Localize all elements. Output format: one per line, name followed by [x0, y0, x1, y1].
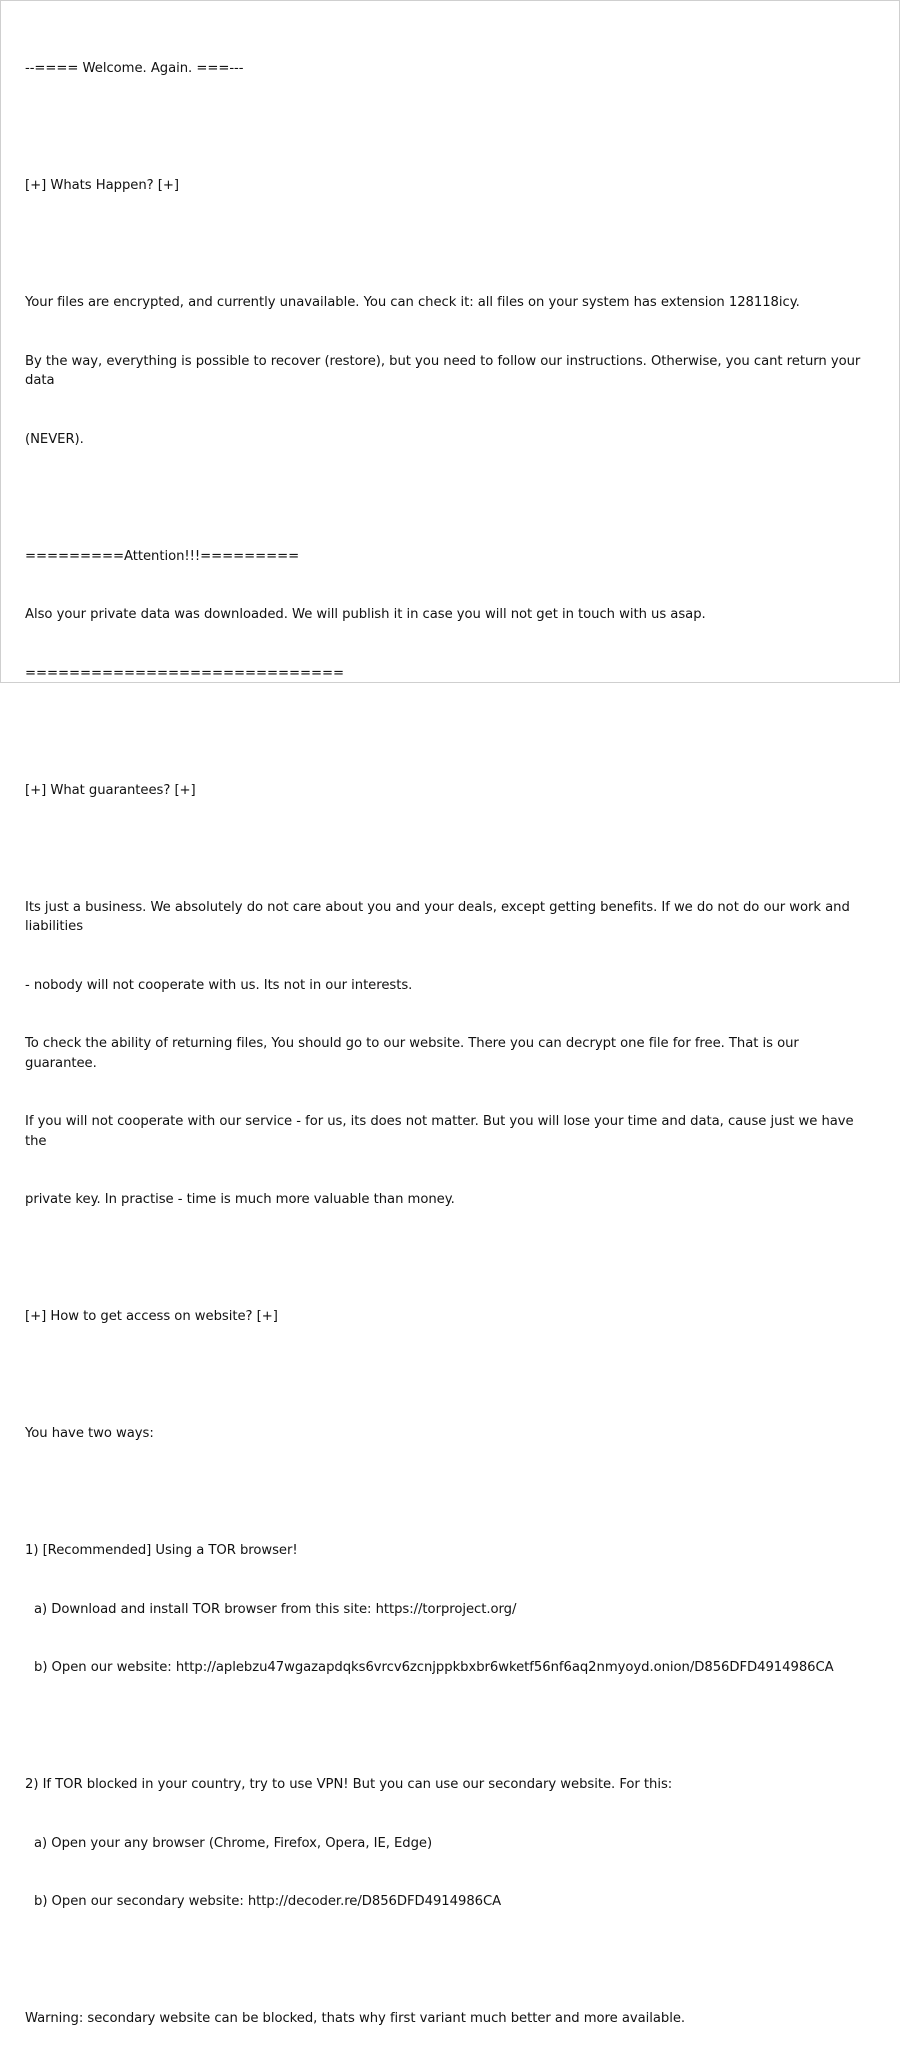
recovery-paragraph-end: (NEVER).: [25, 431, 84, 447]
blank-line: [25, 118, 863, 138]
business-paragraph-line: - nobody will not cooperate with us. Its not in our interests.: [25, 977, 413, 993]
cooperation-paragraph-end: private key. In practise - time is much more valuable than money.: [25, 1192, 455, 1207]
access-heading: [+] How to get access on website? [+]: [25, 1309, 278, 1324]
blank-line: [25, 488, 863, 508]
blank-line: [25, 722, 863, 742]
recovery-paragraph-line: By the way, everything is possible to recover (restore), but you need to follow our instructions. Otherwise, you cant return your data: [25, 353, 865, 388]
secondary-warning: Warning: secondary website can be blocked, thats why first variant much better and more available.: [25, 2011, 686, 2026]
attention-divider: =============================: [25, 665, 344, 681]
guarantee-paragraph-line: To check the ability of returning files, You should go to our website. There you can decrypt one file for free. That is our guarantee.: [25, 1036, 803, 1071]
blank-line: [25, 1483, 863, 1503]
secondary-browser-step: a) Open your any browser (Chrome, Firefox, Opera, IE, Edge): [34, 1835, 433, 1851]
business-paragraph-line: Its just a business. We absolutely do not care about you and your deals, except getting benefits. If we do not do our work and liabilities: [25, 899, 854, 934]
tor-download-step: a) Download and install TOR browser from this site: https://torproject.org/: [34, 1601, 517, 1617]
cooperation-paragraph-line: If you will not cooperate with our service - for us, its does not matter. But you will lose your time and data, cause just we have the: [25, 1114, 858, 1149]
secondary-website-step: b) Open our secondary website: http://decoder.re/D856DFD4914986CA: [34, 1894, 502, 1909]
ransom-note-text: [1, 1, 865, 2026]
tor-website-step: b) Open our website: http://aplebzu47wgazapdqks6vrcv6zcnjppkbxbr6wketf56nf6aq2nmyoyd.onion/D856DFD4914986CA: [34, 1660, 834, 1675]
blank-line: [25, 839, 863, 859]
guarantees-heading: [+] What guarantees? [+]: [25, 782, 196, 798]
blank-line: [25, 1249, 863, 1269]
blank-line: [25, 1717, 863, 1737]
tor-option-heading: 1) [Recommended] Using a TOR browser!: [25, 1543, 298, 1558]
window-edge-area: [883, 1, 899, 682]
blank-line: [25, 1366, 863, 1386]
whats-happen-heading: [+] Whats Happen? [+]: [25, 178, 179, 193]
welcome-heading: --==== Welcome. Again. ===---: [25, 61, 244, 76]
secondary-option-heading: 2) If TOR blocked in your country, try to use VPN! But you can use our secondary website. For this:: [25, 1777, 673, 1792]
encryption-paragraph-line: Your files are encrypted, and currently unavailable. You can check it: all files on your system has extension 128118icy.: [25, 295, 800, 310]
blank-line: [25, 235, 863, 255]
blank-line: [25, 1951, 863, 1971]
two-ways-text: You have two ways:: [25, 1426, 154, 1441]
attention-heading: =========Attention!!!=========: [25, 548, 300, 564]
data-leak-warning: Also your private data was downloaded. We will publish it in case you will not get in touch with us asap.: [25, 607, 706, 622]
